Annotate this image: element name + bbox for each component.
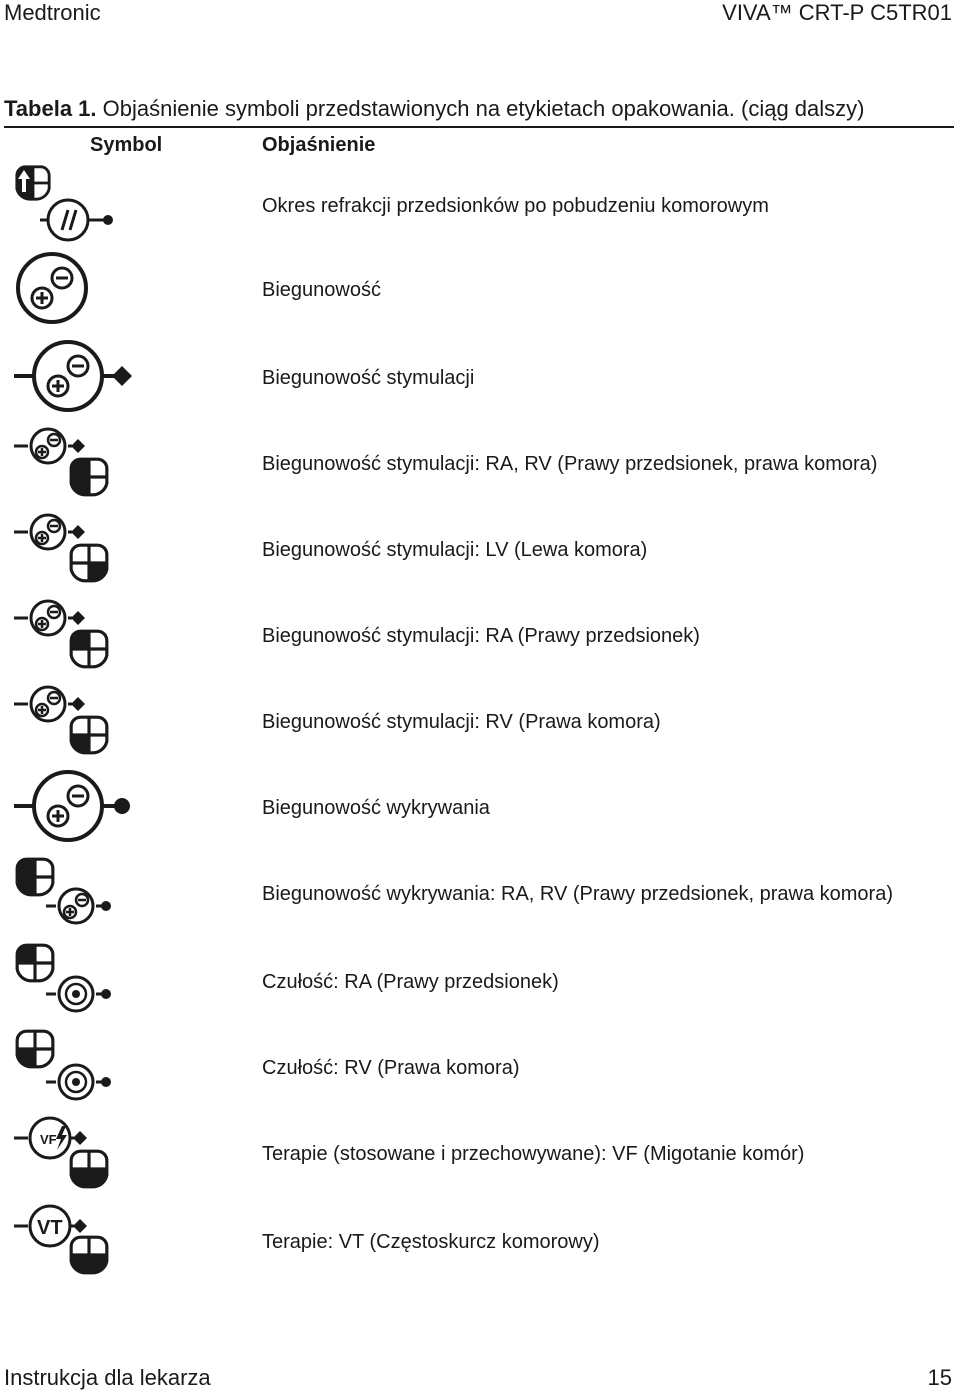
row-text: Okres refrakcji przedsionków po pobudzeniu komorowym	[262, 195, 769, 217]
therapy-vf-label: VF	[40, 1132, 57, 1147]
column-header-explanation: Objaśnienie	[262, 134, 376, 156]
therapies-vt-icon	[10, 1194, 140, 1280]
row-text: Biegunowość stymulacji: LV (Lewa komora)	[262, 539, 648, 561]
row-text: Biegunowość stymulacji: RA, RV (Prawy przedsionek, prawa komora)	[262, 453, 878, 475]
therapies-vf-icon	[10, 1108, 140, 1194]
row-text: Terapie (stosowane i przechowywane): VF (Migotanie komór)	[262, 1143, 805, 1165]
row-text: Czułość: RA (Prawy przedsionek)	[262, 971, 559, 993]
row-text: Czułość: RV (Prawa komora)	[262, 1057, 520, 1079]
table-row	[0, 850, 960, 936]
table-row	[0, 1022, 960, 1108]
document-title: Instrukcja dla lekarza	[4, 1365, 211, 1390]
row-text: Biegunowość wykrywania	[262, 797, 490, 819]
column-header-symbol: Symbol	[90, 134, 163, 156]
sensing-polarity-ra-rv-icon	[10, 850, 140, 936]
row-text: Biegunowość wykrywania: RA, RV (Prawy przedsionek, prawa komora)	[262, 883, 893, 905]
table-row	[0, 420, 960, 506]
table-title: Objaśnienie symboli przedstawionych na etykietach opakowania. (ciąg dalszy)	[96, 96, 865, 121]
pacing-polarity-icon	[10, 334, 140, 420]
pacing-polarity-rv-icon	[10, 678, 140, 764]
table-caption	[4, 94, 954, 128]
row-text: Terapie: VT (Częstoskurcz komorowy)	[262, 1231, 600, 1253]
page-number: 15	[927, 1365, 952, 1390]
table-number: Tabela 1.	[4, 96, 97, 121]
polarity-icon	[10, 248, 140, 334]
table-row	[0, 592, 960, 678]
row-text: Biegunowość stymulacji	[262, 367, 475, 389]
row-text: Biegunowość stymulacji: RA (Prawy przedsionek)	[262, 625, 700, 647]
atrial-refractory-after-ventricular-event-icon	[10, 162, 140, 248]
table-row	[0, 162, 960, 248]
row-text: Biegunowość stymulacji: RV (Prawa komora)	[262, 711, 661, 733]
pacing-polarity-ra-icon	[10, 592, 140, 678]
brand-name: Medtronic	[4, 0, 101, 25]
row-text: Biegunowość	[262, 279, 381, 301]
table-row	[0, 1108, 960, 1194]
table-row	[0, 936, 960, 1022]
sensing-polarity-icon	[10, 764, 140, 850]
table-row	[0, 248, 960, 334]
table-row	[0, 1194, 960, 1280]
pacing-polarity-ra-rv-icon	[10, 420, 140, 506]
therapy-vt-label: VT	[37, 1217, 63, 1239]
pacing-polarity-lv-icon	[10, 506, 140, 592]
table-row	[0, 764, 960, 850]
sensitivity-rv-icon	[10, 1022, 140, 1108]
product-name: VIVA™ CRT-P C5TR01	[722, 0, 952, 25]
table-row	[0, 506, 960, 592]
table-row	[0, 334, 960, 420]
table-row	[0, 678, 960, 764]
sensitivity-ra-icon	[10, 936, 140, 1022]
